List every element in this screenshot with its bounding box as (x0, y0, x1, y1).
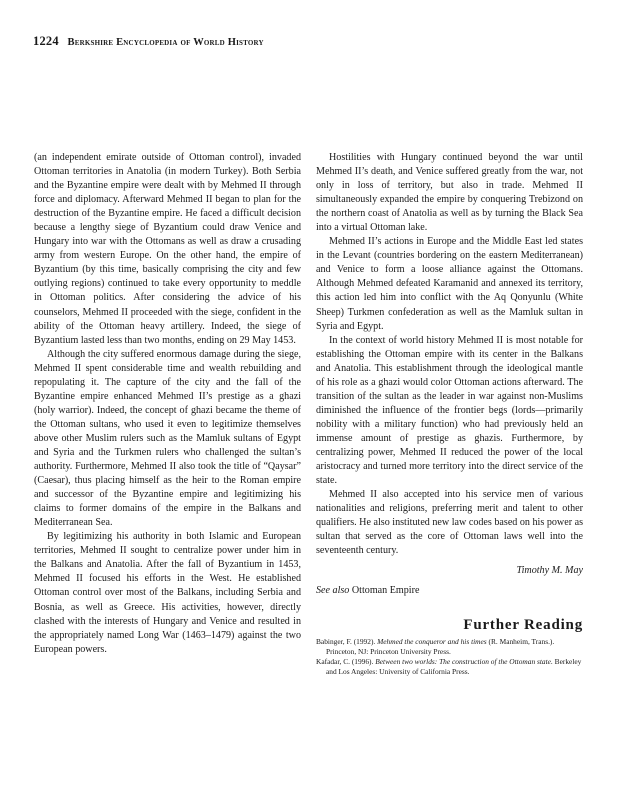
see-also-label: See also (316, 585, 350, 597)
left-column (34, 151, 301, 657)
reference-item (316, 657, 583, 677)
page-number: 1224 (33, 34, 59, 48)
reference-publication: Berkeley and Los Angeles: University of California Press. (326, 656, 582, 676)
paragraph: Mehmed II’s actions in Europe and the Middle East led states in the Levant (countries bordering on the eastern Mediterranean) and Venice to form a loose alliance against the Ottomans. Although Mehmed defeated Karamanid and annexed its territory, this action led him into conflict with the Aq Qonyunlu (White Sheep) Turkmen confederation as well as the Mamluk sultan in Syria and Egypt. (316, 236, 583, 332)
paragraph: Hostilities with Hungary continued beyond the war until Mehmed II’s death, and Venice suffered greatly from the war, not only in loss of territory, but also in trade. Mehmed II simultaneously expanded the empire by conquering Trebizond on the northern coast of Anatolia as well as by turning the Black Sea into a virtual Ottoman lake. (316, 152, 583, 234)
author-signature: Timothy M. May (516, 565, 583, 577)
reference-author: Kafadar, C. (1996). (316, 656, 374, 666)
book-title: Berkshire Encyclopedia of World History (67, 37, 264, 48)
paragraph: In the context of world history Mehmed II is most notable for establishing the Ottoman empire with its center in the Balkans and Anatolia. This establishment through the ideological mantle of his role as a ghazi would color Ottoman actions afterward. The transition of the sultan as the leader in war against non-Muslims diminished the influence of the frontier begs (lords—primarily nobility with a military function) who had previously held an immense amount of prestige as ghazis. Furthermore, by centralizing power, Mehmed II reduced the power of the local aristocracy and turned more territory into the direct service of the state. (316, 334, 583, 487)
see-also (316, 584, 583, 598)
paragraph: (an independent emirate outside of Ottoman control), invaded Ottoman territories in Anatolia (in modern Turkey). Both Serbia and the Byzantine empire were dealt with by Mehmed II through force and diplomacy. Afterward Mehmed II began to plan for the destruction of the Byzantine empire. He faced a difficult decision because a lengthy siege of Byzantium could draw Venice and Hungary into war with the Ottomans as well as draw a crusading army from western Europe. On the other hand, the empire of Byzantium (by this time, basically comprising the city and few outlying regions) continued to take every opportunity to meddle in Ottoman politics. After considering the advice of his counselors, Mehmed II proceeded with the siege, confident in the ability of the Ottoman heavy artillery. Indeed, the siege of Byzantium lasted less than two months, ending on 29 May 1453. (34, 152, 301, 346)
running-head (33, 34, 264, 49)
paragraph: Mehmed II also accepted into his service men of various nationalities and religions, preferring merit and talent to other qualifiers. He also instituted new law codes based on his power as sultan that served as the core of Ottoman laws well into the seventeenth century. (316, 489, 583, 557)
paragraph: Although the city suffered enormous damage during the siege, Mehmed II spent considerable time and wealth rebuilding and repopulating it. The capture of the city and the fall of the Byzantine empire enhanced Mehmed II’s prestige as a ghazi (holy warrior). Indeed, the concept of ghazi became the theme of the Ottoman sultans, who used it even to legitimize themselves above other Muslim rulers such as the Mamluk sultans of Egypt and Syria and the Turkmen rulers who challenged the sultan’s authority. Furthermore, Mehmed II also took the title of “Qaysar” (Caesar), thus placing himself as the heir to the Roman empire and successor of the Byzantine empire and legitimizing his claims to former domains of the empire in the Balkans and Mediterranean Sea. (34, 348, 301, 529)
reference-author: Babinger, F. (1992). (316, 636, 376, 646)
paragraph: By legitimizing his authority in both Islamic and European territories, Mehmed II sought to centralize power under him in the Balkans and Anatolia. After the fall of Byzantium in 1453, Mehmed II focused his efforts in the West. He established Ottoman control over most of the Balkans, including Serbia and Bosnia, as well as Greece. His activities, however, directly clashed with the interests of Hungary and Venice and resulted in the appropriately named Long War (1463–1479) against the two European powers. (34, 531, 301, 655)
further-reading-heading: Further Reading (463, 617, 583, 634)
reference-title: Between two worlds: The construction of the Ottoman state. (375, 656, 553, 666)
reference-publication: (R. Manheim, Trans.). Princeton, NJ: Princeton University Press. (326, 636, 555, 656)
see-also-link[interactable]: Ottoman Empire (351, 585, 420, 597)
right-column (316, 151, 583, 677)
reference-item (316, 637, 583, 657)
reference-title: Mehmed the conqueror and his times (377, 636, 487, 646)
